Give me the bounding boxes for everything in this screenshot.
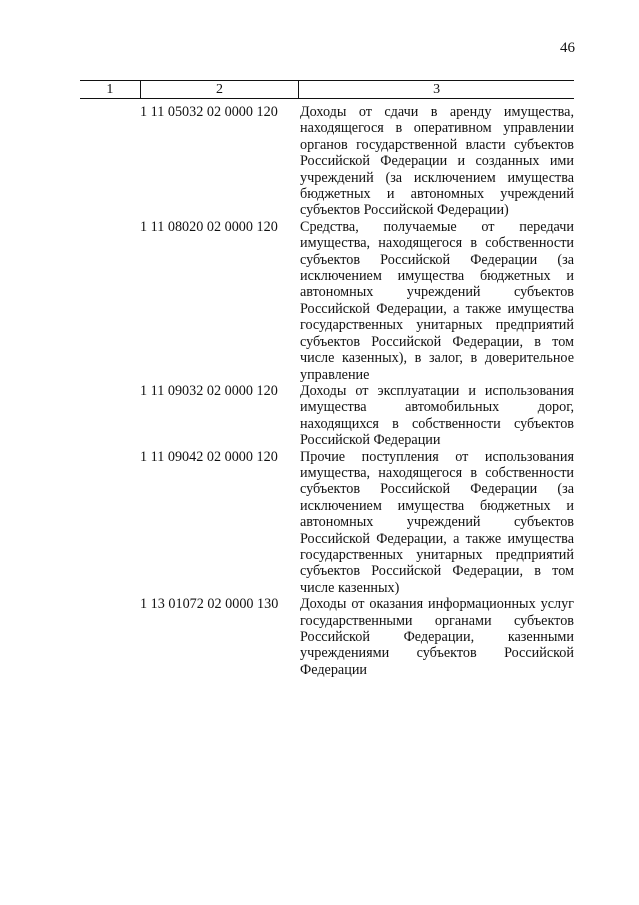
budget-code: 1 11 09032 02 0000 120 [140,382,278,399]
table-body [0,104,639,678]
budget-code: 1 11 09042 02 0000 120 [140,448,278,465]
revenue-description: Доходы от сдачи в аренду имущества, находящегося в оперативном управлении органов государственной власти субъектов Российской Федерации и созданных ими учреждений (за исключением имущества бюджетных и автономных учреждений субъектов Российской Федерации) [300,104,574,219]
table-row [0,596,639,678]
revenue-description: Средства, получаемые от передачи имущества, находящегося в собственности субъектов Российской Федерации (за исключением имущества бюджетных и автономных учреждений субъектов Российской Федерации, а также имущества государственных унитарных предприятий субъектов Российской Федерации, в том числе казенных), в залог, в доверительное управление [300,218,574,383]
column-header-3: 3 [299,81,574,99]
column-header-2: 2 [140,81,298,99]
budget-code: 1 11 08020 02 0000 120 [140,218,278,235]
table-row [0,383,639,449]
budget-code: 1 13 01072 02 0000 130 [140,596,279,613]
page-number: 46 [560,40,575,56]
revenue-description: Прочие поступления от использования имущества, находящегося в собственности субъектов Российской Федерации (за исключением имущества бюджетных и автономных учреждений субъектов Российской Федерации, а также имущества государственных унитарных предприятий субъектов Российской Федерации, в том числе казенных) [300,448,574,596]
column-header-1: 1 [80,81,140,99]
revenue-description: Доходы от оказания информационных услуг государственными органами субъектов Российской Федерации, казенными учреждениями субъектов Российской Федерации [300,596,574,678]
column-header-row [80,81,574,99]
revenue-description: Доходы от эксплуатации и использования имущества автомобильных дорог, находящихся в собственности субъектов Российской Федерации [300,382,574,449]
table-row [0,104,639,219]
column-header-table [80,80,574,99]
table-row [0,219,639,383]
budget-code: 1 11 05032 02 0000 120 [140,104,278,120]
table-row [0,449,639,597]
